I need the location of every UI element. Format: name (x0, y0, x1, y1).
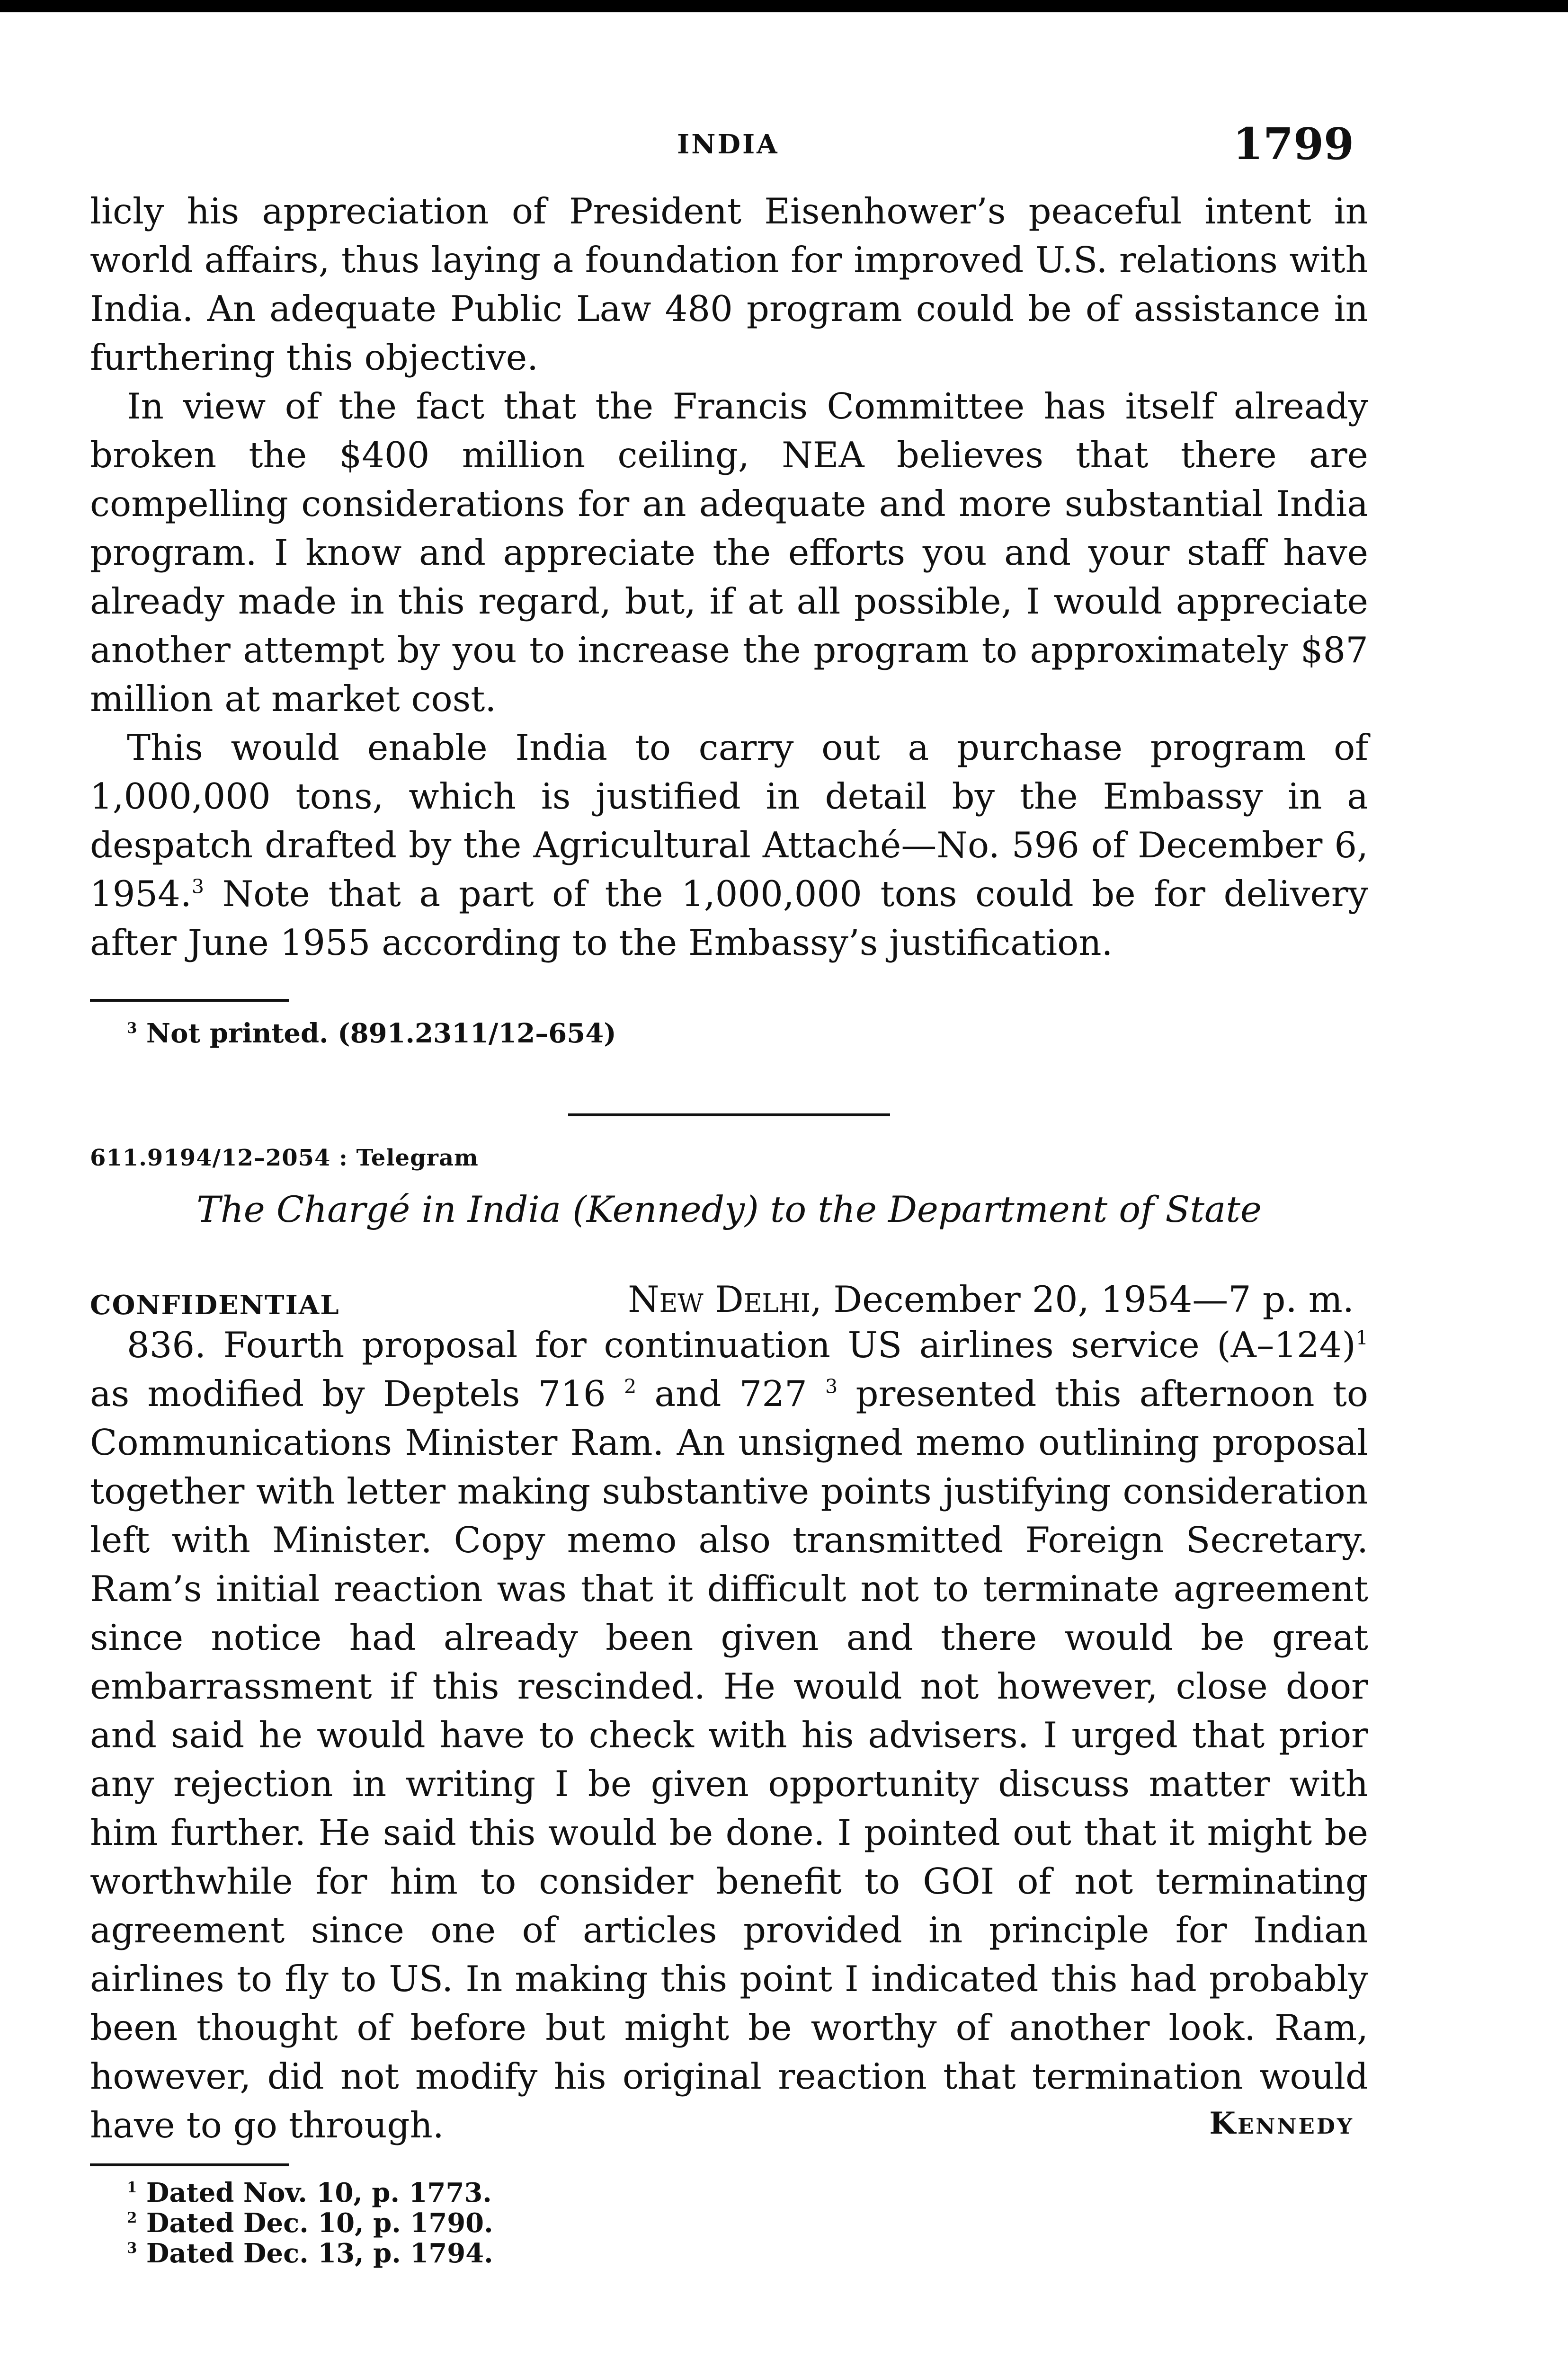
footnote-text: Not printed. (891.2311/12–654) (137, 1018, 616, 1049)
paragraph: In view of the fact that the Francis Committee has itself already broken the $400 million ceiling, NEA believes that there are compelling considerations for an adequate and more substantial India program. I know and appreciate the efforts you and your staff have already made in this regard, but, if at all possible, I would appreciate another attempt by you to increase the program to approximately $87 million at market cost. (90, 385, 1368, 720)
document-title: The Chargé in India (Kennedy) to the Department of State (196, 1188, 1262, 1230)
paragraph (90, 723, 1368, 967)
document-meta (90, 1278, 1368, 1326)
footnote-text: Dated Dec. 13, p. 1794. (137, 2238, 493, 2269)
footnote-mark: 1 (127, 2179, 137, 2196)
place: New Delhi (628, 1278, 811, 1320)
paragraph-text: presented this afternoon to Communications Minister Ram. An unsigned memo outlining proposal together with letter making substantive points justifying consideration left with Minister. Copy memo also transmitted Foreign Secretary. Ram’s initial reaction was that it difficult not to terminate agreement since notice had already been given and there would be great embarrassment if this rescinded. He would not however, close door and said he would have to check with his advisers. I urged that prior any rejection in writing I be given opportunity discuss matter with him further. He said this would be done. I pointed out that it might be worthwhile for him to consider benefit to GOI of not terminating agreement since one of articles provided in principle for Indian airlines to fly to US. In making this point I indicated this had probably been thought of before but might be worthy of another look. Ram, however, did not modify his original reaction that termination would have to go through. (90, 1373, 1369, 2146)
running-head (90, 118, 1368, 170)
footnote-divider (90, 2163, 289, 2166)
footnote (127, 2208, 493, 2238)
footnote-ref: 3 (191, 875, 204, 899)
footnote-ref: 2 (624, 1375, 637, 1398)
section-divider (568, 1113, 890, 1116)
page-top-edge (0, 0, 1568, 12)
telegram-body (90, 1321, 1368, 2150)
dateline (628, 1278, 1354, 1320)
footnote-ref: 3 (825, 1375, 838, 1398)
footnote (127, 2178, 493, 2208)
paragraph (90, 1321, 1368, 2150)
date: , December 20, 1954—7 p. m. (810, 1278, 1354, 1320)
paragraph-text: and 727 (636, 1373, 826, 1415)
page-number: 1799 (1232, 118, 1354, 169)
footnote-ref: 1 (1355, 1326, 1368, 1350)
paragraph: licly his appreciation of President Eisenhower’s peaceful intent in world affairs, thus laying a foundation for improved U.S. relations with India. An adequate Public Law 480 program could be of assistance in furthering this objective. (90, 190, 1368, 378)
signature: Kennedy (1209, 2106, 1354, 2141)
footnote-text: Dated Nov. 10, p. 1773. (137, 2177, 492, 2208)
footnote-mark: 3 (127, 2239, 137, 2257)
running-head-title: INDIA (677, 129, 779, 160)
footnote (127, 1018, 616, 1049)
paragraph-text: This would enable India to carry out a purchase program of 1,000,000 tons, which is justified in detail by the Embassy in a despatch drafted by the Agricultural Attaché—No. 596 of December 6, 1954. (90, 727, 1368, 915)
section1-body (90, 187, 1368, 967)
footnote-mark: 2 (127, 2209, 137, 2226)
paragraph-text: Note that a part of the 1,000,000 tons could be for delivery after June 1955 according to the Embassy’s justification. (90, 873, 1368, 963)
footnote-divider (90, 999, 289, 1002)
paragraph-text: 836. Fourth proposal for continuation US airlines service (A–124) (127, 1324, 1356, 1366)
footnote (127, 2238, 493, 2269)
footnote-text: Dated Dec. 10, p. 1790. (137, 2207, 493, 2239)
paragraph-text: as modified by Deptels 716 (90, 1373, 624, 1415)
classification-label: CONFIDENTIAL (90, 1290, 340, 1321)
footnote-mark: 3 (127, 1019, 137, 1037)
footnotes (127, 2178, 493, 2269)
document-id: 611.9194/12–2054 : Telegram (90, 1145, 479, 1171)
